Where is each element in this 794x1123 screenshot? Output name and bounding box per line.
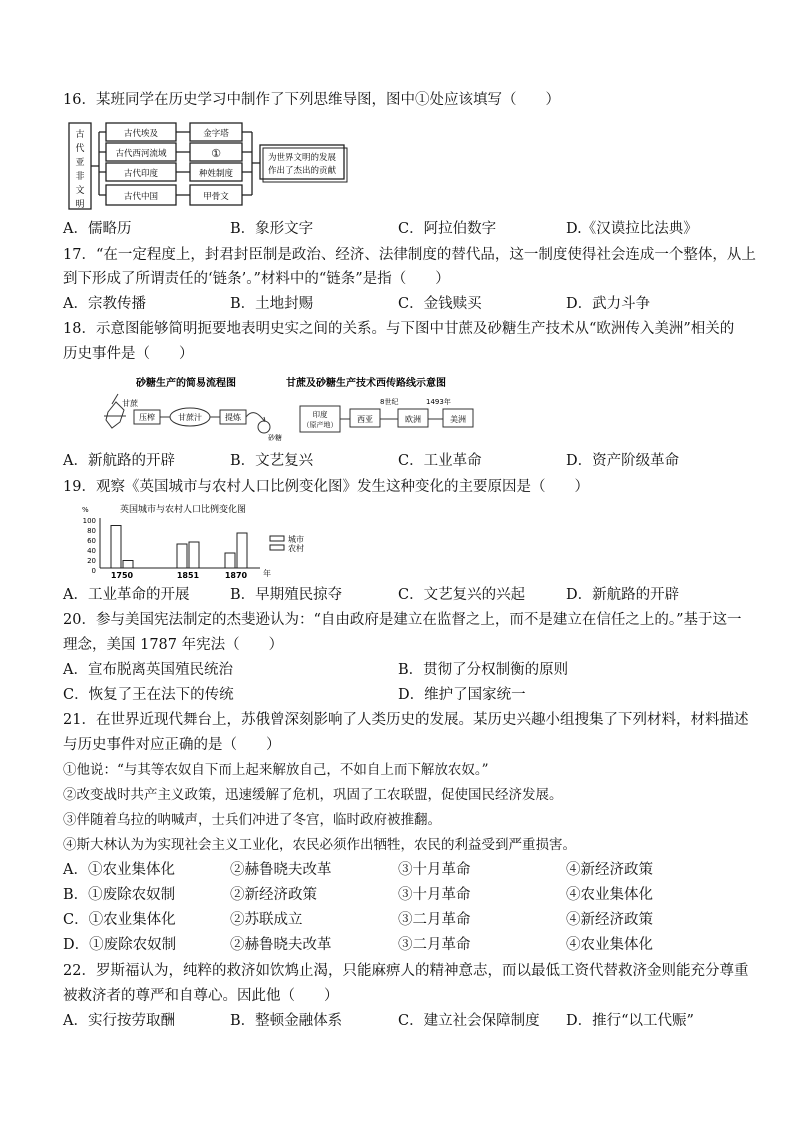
q17-option-b[interactable]: B．土地封赐: [230, 296, 314, 312]
route-origin-label: （原产地）: [302, 421, 338, 429]
x-tick-label: 1851: [176, 571, 200, 580]
result-label: 作出了杰出的贡献: [267, 166, 337, 176]
q21-material-3: ③伴随着乌拉的呐喊声，士兵们冲进了冬宫，临时政府被推翻。: [63, 812, 441, 828]
q22-option-b[interactable]: B．整顿金融体系: [230, 1013, 343, 1029]
q18-sugar-figure: [98, 372, 478, 444]
y-tick-label: 40: [87, 547, 96, 555]
q22-option-c[interactable]: C．建立社会保障制度: [398, 1013, 540, 1029]
q17-stem-line1: 17．“在一定程度上，封君封臣制是政治、经济、法律制度的替代品，这一制度使得社会连成一个整体，从上: [63, 247, 756, 263]
q21-option-a-part: ③十月革命: [398, 862, 471, 878]
q21-option-a[interactable]: A．①农业集体化: [63, 862, 175, 878]
root-char: 非: [75, 172, 85, 182]
x-tick-label: 1750: [110, 571, 134, 580]
bar-city-1851: [177, 544, 187, 568]
item-label: ①: [211, 147, 221, 160]
flow-step: 提炼: [225, 413, 241, 422]
q21-option-d[interactable]: D．①废除农奴制: [63, 937, 177, 953]
q21-option-c-part: ③二月革命: [398, 912, 471, 928]
q21-option-b-part: ④农业集体化: [566, 887, 653, 903]
q19-stem: 19．观察《英国城市与农村人口比例变化图》发生这种变化的主要原因是（ ）: [63, 479, 589, 495]
y-tick-label: 0: [91, 567, 96, 575]
bar-city-1870: [225, 553, 235, 568]
q20-option-b[interactable]: B．贯彻了分权制衡的原则: [398, 662, 569, 678]
item-label: 甲骨文: [203, 192, 229, 202]
route-step: 欧洲: [405, 415, 421, 424]
region-label: 古代西河流域: [115, 149, 167, 159]
route-year-label: 1493年: [426, 398, 451, 406]
population-ratio-chart: [80, 502, 330, 580]
bar-rural-1870: [237, 533, 247, 568]
route-century-label: 8世纪: [380, 398, 399, 406]
q18-stem-line1: 18．示意图能够简明扼要地表明史实之间的关系。与下图中甘蔗及砂糖生产技术从“欧洲传入美洲”相关的: [63, 321, 735, 337]
legend-swatch-rural: [270, 545, 284, 550]
q18-option-d[interactable]: D．资产阶级革命: [566, 453, 680, 469]
q21-material-2: ②改变战时共产主义政策，迅速缓解了危机，巩固了工农联盟，促使国民经济发展。: [63, 787, 563, 803]
bar-rural-1750: [123, 561, 133, 569]
y-tick-label: 80: [87, 527, 96, 535]
q21-material-1: ①他说：“与其等农奴自下而上起来解放自己，不如自上而下解放农奴。”: [63, 762, 489, 778]
q21-stem-line2: 与历史事件对应正确的是（ ）: [63, 737, 281, 753]
q16-mindmap: [66, 117, 356, 215]
flowchart-title: 砂糖生产的简易流程图: [136, 378, 236, 389]
y-tick-label: 100: [82, 517, 96, 525]
root-char: 文: [75, 186, 85, 196]
q16-option-b[interactable]: B．象形文字: [230, 221, 314, 237]
q21-option-c[interactable]: C．①农业集体化: [63, 912, 176, 928]
q21-option-b-part: ③十月革命: [398, 887, 471, 903]
q18-stem-line2: 历史事件是（ ）: [63, 346, 194, 362]
region-label: 古代印度: [123, 169, 159, 179]
q22-option-a[interactable]: A．实行按劳取酬: [63, 1013, 175, 1029]
chart-title: 英国城市与农村人口比例变化图: [120, 505, 247, 515]
q18-option-b[interactable]: B．文艺复兴: [230, 453, 314, 469]
q17-stem-line2: 到下形成了所谓责任的‘链条’。”材料中的“链条”是指（ ）: [63, 271, 450, 287]
q22-stem-line1: 22．罗斯福认为，纯粹的救济如饮鸩止渴，只能麻痹人的精神意志，而以最低工资代替救济金则能充分尊重: [63, 963, 749, 979]
q21-material-4: ④斯大林认为为实现社会主义工业化，农民必须作出牺牲，农民的利益受到严重损害。: [63, 837, 576, 853]
q21-option-d-part: ②赫鲁晓夫改革: [230, 937, 332, 953]
flow-step: 压榨: [139, 413, 155, 422]
legend-city-label: 城市: [288, 535, 304, 544]
q16-option-c[interactable]: C．阿拉伯数字: [398, 221, 497, 237]
item-label: 种姓制度: [198, 169, 234, 179]
q21-option-a-part: ②赫鲁晓夫改革: [230, 862, 332, 878]
route-map-title: 甘蔗及砂糖生产技术西传路线示意图: [286, 378, 446, 389]
x-axis-label: 年: [263, 569, 271, 578]
route-origin-label: 印度: [312, 410, 328, 419]
legend-swatch-city: [270, 536, 284, 541]
root-char: 古: [75, 130, 85, 140]
flow-end-label: 砂糖: [268, 434, 282, 442]
q20-option-c[interactable]: C．恢复了王在法下的传统: [63, 687, 234, 703]
q21-stem-line1: 21．在世界近现代舞台上，苏俄曾深刻影响了人类历史的发展。某历史兴趣小组搜集了下列材料，材料描述: [63, 712, 749, 728]
q21-option-c-part: ②苏联成立: [230, 912, 303, 928]
root-char: 代: [75, 144, 85, 154]
root-char: 亚: [75, 158, 85, 168]
result-label: 为世界文明的发展: [267, 153, 337, 163]
q19-option-b[interactable]: B．早期殖民掠夺: [230, 587, 343, 603]
q16-stem: 16．某班同学在历史学习中制作了下列思维导图，图中①处应该填写（ ）: [63, 92, 560, 108]
q21-option-a-part: ④新经济政策: [566, 862, 653, 878]
q19-option-c[interactable]: C．文艺复兴的兴起: [398, 587, 526, 603]
sugarcane-label: 甘蔗: [122, 399, 138, 408]
route-step: 美洲: [450, 415, 466, 424]
q21-option-b-part: ②新经济政策: [230, 887, 317, 903]
x-tick-label: 1870: [224, 571, 248, 580]
q22-stem-line2: 被救济者的尊严和自尊心。因此他（ ）: [63, 988, 339, 1004]
q19-option-d[interactable]: D．新航路的开辟: [566, 587, 680, 603]
q16-option-d[interactable]: D.《汉谟拉比法典》: [566, 221, 698, 237]
q16-option-a[interactable]: A．儒略历: [63, 221, 132, 237]
q17-option-d[interactable]: D．武力斗争: [566, 296, 651, 312]
y-tick-label: 20: [87, 557, 96, 565]
q17-option-a[interactable]: A．宗教传播: [63, 296, 146, 312]
q19-option-a[interactable]: A．工业革命的开展: [63, 587, 190, 603]
legend-rural-label: 农村: [288, 544, 304, 553]
q21-option-d-part: ③二月革命: [398, 937, 471, 953]
bar-city-1750: [111, 526, 121, 569]
q21-option-d-part: ④农业集体化: [566, 937, 653, 953]
y-tick-label: 60: [87, 537, 96, 545]
flow-step: 甘蔗汁: [178, 413, 202, 422]
region-label: 古代埃及: [123, 129, 159, 139]
q20-stem-line2: 理念，美国 1787 年宪法（ ）: [63, 637, 284, 653]
q22-option-d[interactable]: D．推行“以工代赈”: [566, 1013, 694, 1029]
item-label: 金字塔: [203, 129, 229, 139]
bar-rural-1851: [189, 542, 199, 568]
q21-option-c-part: ④新经济政策: [566, 912, 653, 928]
region-label: 古代中国: [123, 192, 159, 202]
q20-option-d[interactable]: D．维护了国家统一: [398, 687, 526, 703]
route-step: 西亚: [357, 415, 373, 424]
q18-option-c[interactable]: C．工业革命: [398, 453, 482, 469]
q21-option-b[interactable]: B．①废除农奴制: [63, 887, 176, 903]
q20-stem-line1: 20．参与美国宪法制定的杰斐逊认为：“自由政府是建立在监督之上，而不是建立在信任之上的。”基于这一: [63, 612, 742, 628]
q17-option-c[interactable]: C．金钱赎买: [398, 296, 482, 312]
root-char: 明: [75, 200, 85, 210]
q18-option-a[interactable]: A．新航路的开辟: [63, 453, 175, 469]
q20-option-a[interactable]: A．宣布脱离英国殖民统治: [63, 662, 233, 678]
y-axis-label: %: [82, 506, 89, 514]
